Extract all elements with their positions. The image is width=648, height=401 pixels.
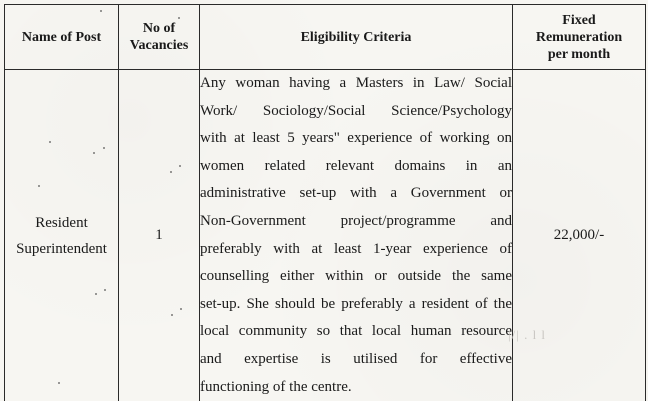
faint-mark: |/| . l l [508,327,547,342]
header-no-of-vacancies: No of Vacancies [119,5,200,70]
criteria-line: counselling either within or outside the same [200,268,512,285]
table-header-row [5,5,646,70]
vacancy-table [4,4,646,401]
header-eligibility-criteria: Eligibility Criteria [200,5,513,70]
criteria-line: administrative set-up with a Government or [200,185,512,202]
criteria-line: set-up. She should be preferably a resident of the [200,295,512,312]
vacancies-cell: 1 [119,70,200,401]
criteria-line: women related relevant domains in an [200,157,512,174]
header-name-of-post: Name of Post [5,5,119,70]
criteria-line: Non-Government project/programme and [200,212,512,229]
criteria-line: local community so that local human resource [200,323,512,340]
criteria-line: and expertise is utilised for effective [200,350,512,367]
criteria-line: with at least 5 years" experience of working on [200,130,512,147]
criteria-line: Work/ Sociology/Social Science/Psychology [200,102,512,119]
remuneration-cell: 22,000/- [513,70,646,401]
table-row [5,70,646,401]
header-fixed-remuneration: Fixed Remuneration per month [513,5,646,70]
eligibility-criteria-cell [200,70,513,401]
criteria-line: functioning of the centre. [200,378,352,395]
criteria-line: preferably with at least 1-year experience of [200,240,512,257]
post-name-cell: Resident Superintendent [5,70,119,401]
criteria-line: Any woman having a Masters in Law/ Social [200,75,512,91]
